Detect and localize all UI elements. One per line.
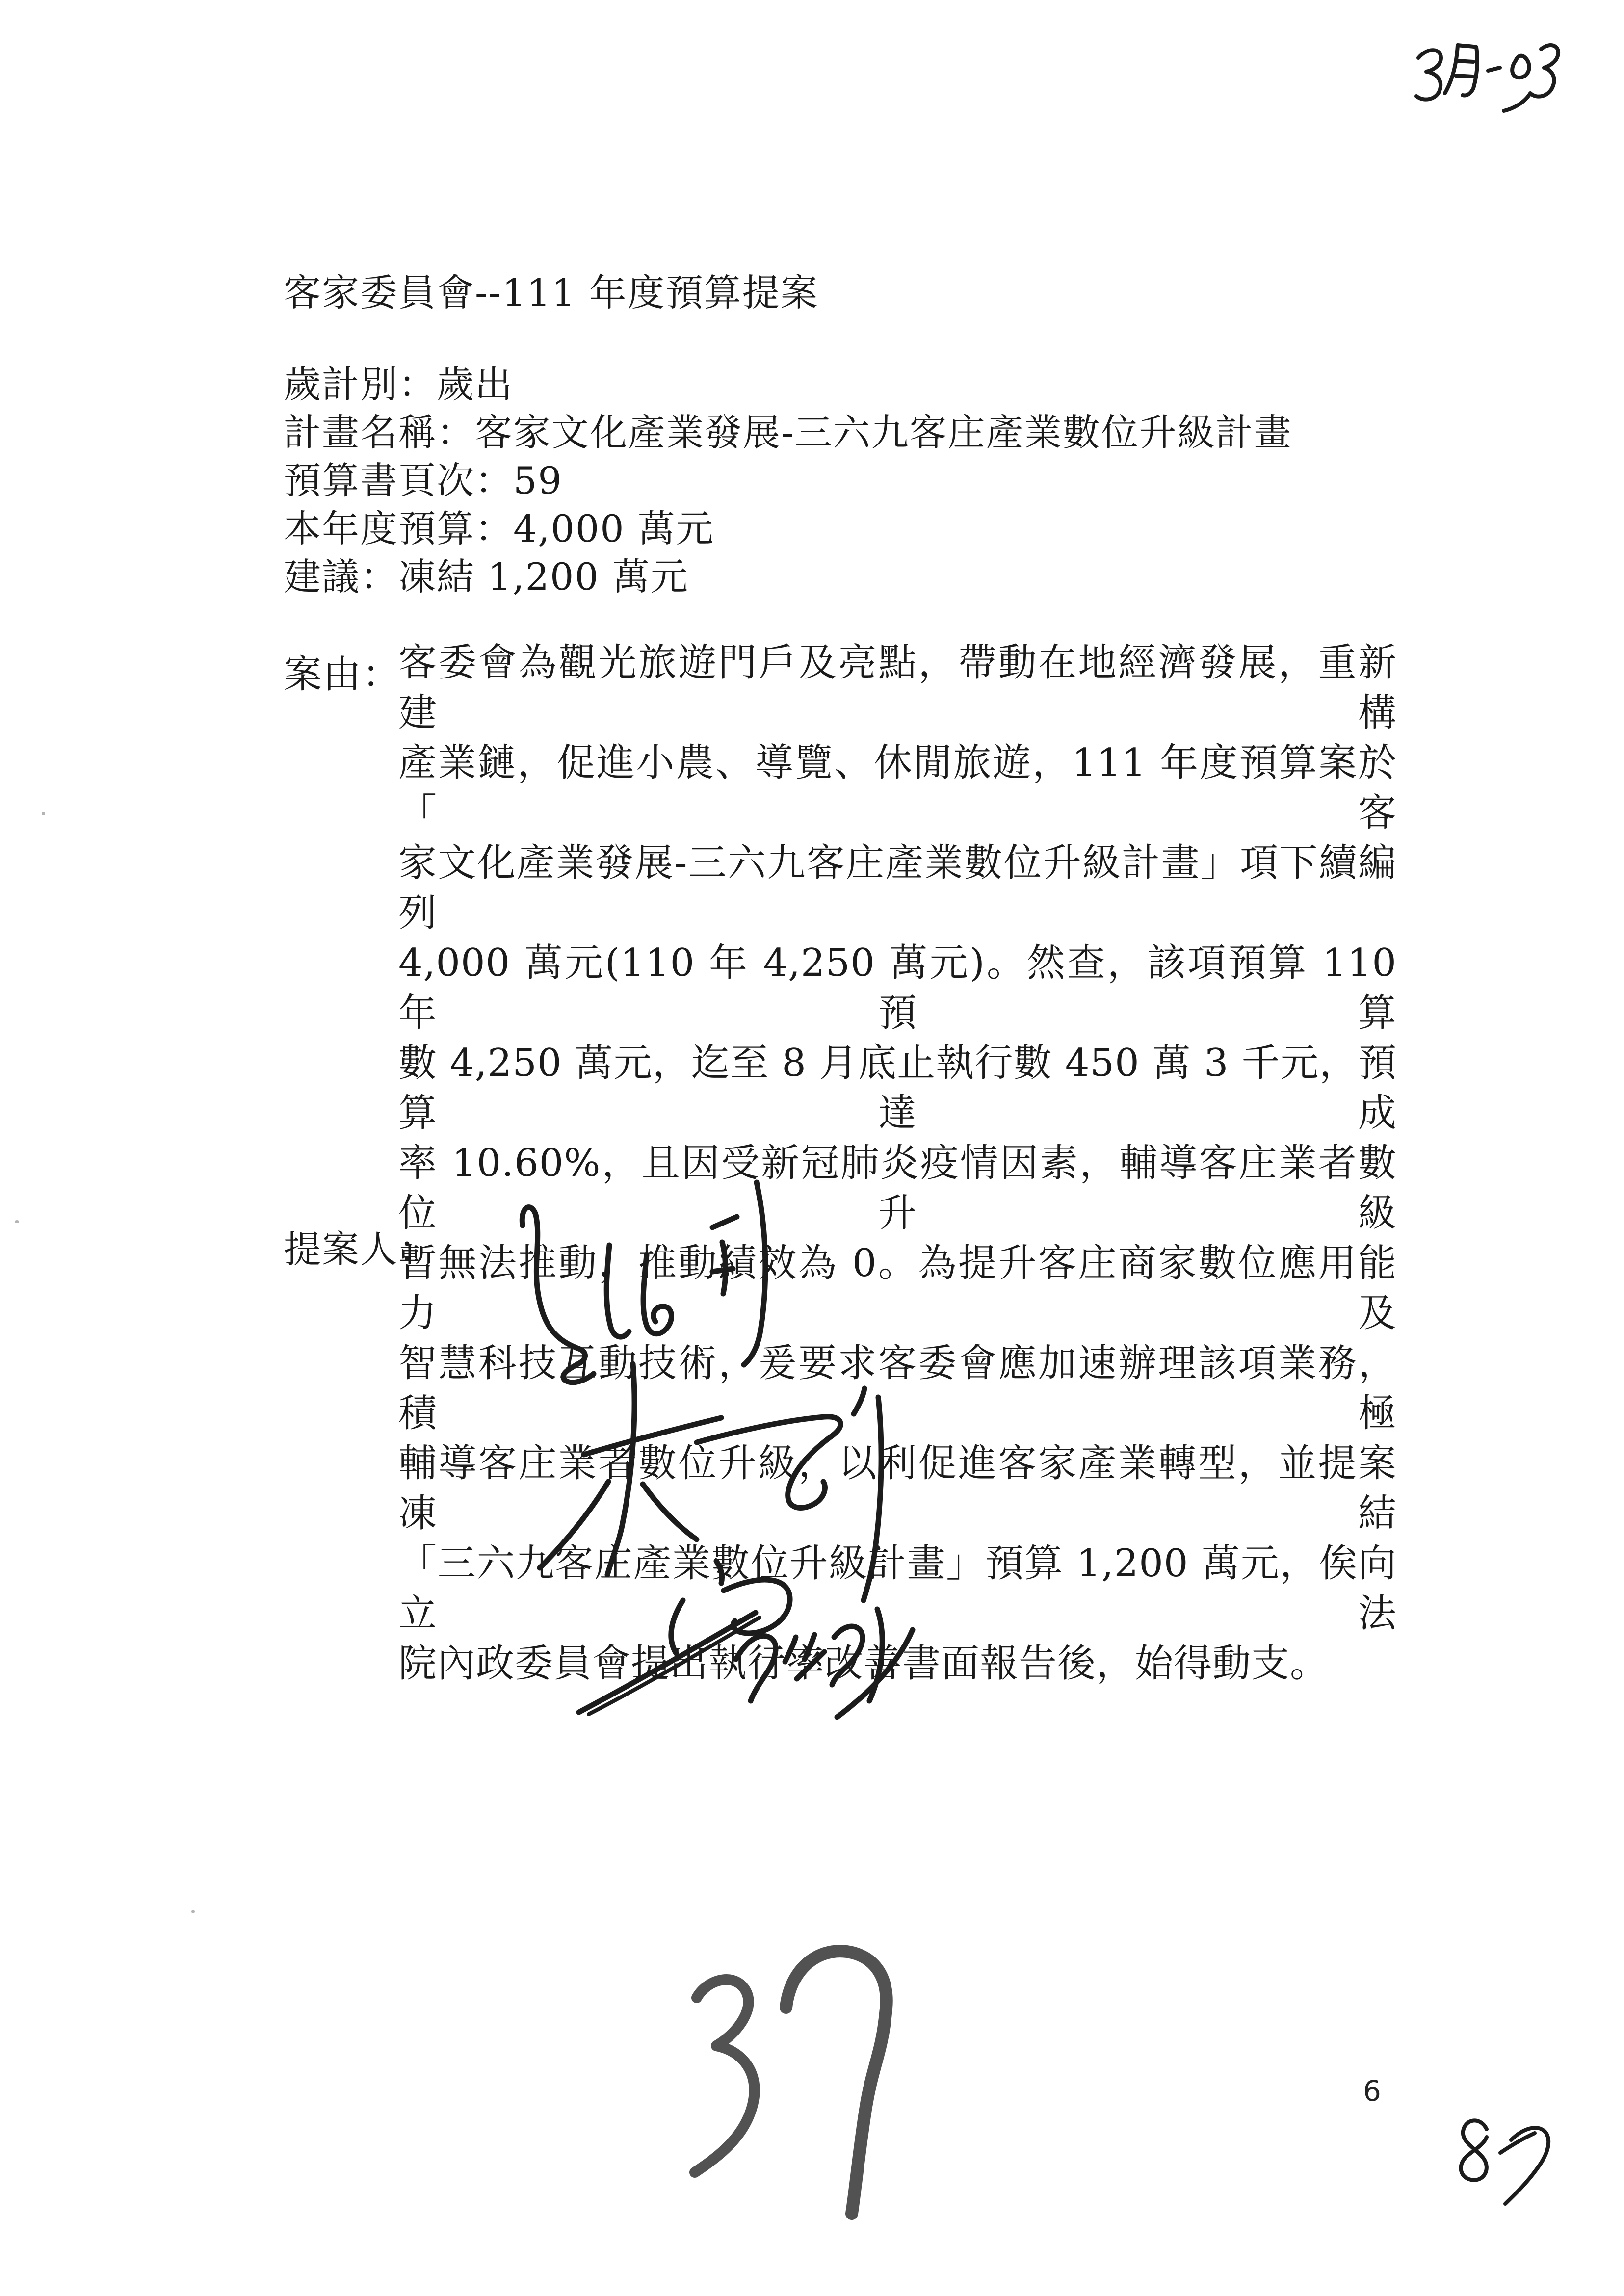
pen-stroke — [785, 1637, 796, 1662]
meta-line-fiscal-type: 歲計別：歲出 — [284, 363, 513, 406]
pen-stroke — [1416, 50, 1441, 99]
proposer-label: 提案人： — [284, 1227, 437, 1271]
case-line: 智慧科技互動技術，爰要求客委會應加速辦理該項業務，積極 — [398, 1341, 1397, 1435]
case-line: 客委會為觀光旅遊門戶及亮點，帶動在地經濟發展，重新建構 — [398, 641, 1397, 735]
scan-speck — [191, 1910, 195, 1913]
pen-stroke — [1504, 45, 1558, 111]
pen-stroke — [805, 1635, 814, 1659]
signature-scribble-2 — [540, 1364, 881, 1600]
case-line: 「三六九客庄產業數位升級計畫」預算 1,200 萬元，俟向立法 — [398, 1541, 1397, 1636]
pen-stroke — [643, 1484, 697, 1539]
pen-stroke — [522, 1207, 594, 1383]
pen-stroke — [1488, 68, 1500, 71]
meta-line-plan-name: 計畫名稱：客家文化產業發展-三六九客庄產業數位升級計畫 — [284, 411, 1292, 454]
pen-stroke — [1458, 45, 1477, 95]
pen-stroke — [1505, 2128, 1548, 2204]
signature-scribble-3 — [579, 1561, 913, 1717]
scan-speck — [42, 812, 45, 815]
pen-stroke — [837, 1630, 913, 1717]
pen-stroke — [786, 1951, 887, 2214]
pen-stroke — [607, 1364, 634, 1575]
case-line: 產業鏈，促進小農、導覽、休閒旅遊，111 年度預算案於「客 — [398, 741, 1397, 835]
meta-line-budget-page: 預算書頁次：59 — [284, 459, 563, 502]
case-line: 家文化產業發展-三六九客庄產業數位升級計畫」項下續編列 — [398, 841, 1397, 935]
pen-stroke — [736, 1636, 776, 1701]
handwritten-mark-top-right — [1391, 20, 1563, 118]
pen-stroke — [1445, 45, 1458, 93]
pen-stroke — [832, 1626, 863, 1685]
page-number: 6 — [1363, 2074, 1381, 2108]
case-line: 率 10.60%，且因受新冠肺炎疫情因素，輔導客庄業者數位升級 — [398, 1141, 1397, 1235]
scan-speck — [15, 1220, 19, 1223]
pen-stroke — [671, 1600, 683, 1653]
meta-line-current-budget: 本年度預算：4,000 萬元 — [284, 507, 714, 550]
pen-stroke — [606, 1245, 629, 1337]
meta-line-recommendation: 建議：凍結 1,200 萬元 — [284, 555, 689, 599]
budget-meta-block — [284, 361, 1292, 601]
handwritten-number-37 — [638, 1904, 957, 2247]
signature-scribble-1 — [522, 1182, 765, 1383]
pen-stroke — [540, 1482, 608, 1568]
pen-stroke — [1457, 61, 1473, 62]
pen-stroke — [643, 1255, 671, 1334]
pen-stroke — [1512, 56, 1529, 78]
pen-stroke — [589, 1618, 760, 1714]
document-title: 客家委員會--111 年度預算提案 — [284, 271, 819, 314]
pen-stroke — [854, 1388, 864, 1414]
handwritten-mark-bottom-right — [1438, 2105, 1575, 2213]
case-line: 院內政委員會提出執行率改善書面報告後，始得動支。 — [398, 1642, 1329, 1686]
pen-stroke — [1461, 2120, 1487, 2180]
case-line: 暫無法推動，推動績效為 0。為提升客庄商家數位應用能力及 — [398, 1241, 1397, 1335]
case-line: 數 4,250 萬元，迄至 8 月底止執行數 450 萬 3 千元，預算達成 — [398, 1041, 1397, 1135]
pen-stroke — [1456, 76, 1472, 77]
case-label: 案由： — [284, 652, 402, 697]
pen-stroke — [584, 1418, 721, 1455]
pen-stroke — [744, 1182, 765, 1365]
pen-stroke — [712, 1269, 733, 1272]
signatures-area — [422, 1168, 986, 1781]
pen-stroke — [697, 1417, 840, 1508]
pen-stroke — [864, 1397, 881, 1600]
pen-stroke — [712, 1217, 737, 1227]
case-line: 4,000 萬元(110 年 4,250 萬元)。然查，該項預算 110 年預算 — [398, 941, 1397, 1035]
pen-stroke — [579, 1613, 756, 1712]
pen-stroke — [797, 1652, 824, 1679]
pen-stroke — [695, 1980, 755, 2172]
pen-stroke — [716, 1561, 722, 1583]
case-line: 輔導客庄業者數位升級，以利促進客家產業轉型，並提案凍結 — [398, 1441, 1397, 1536]
